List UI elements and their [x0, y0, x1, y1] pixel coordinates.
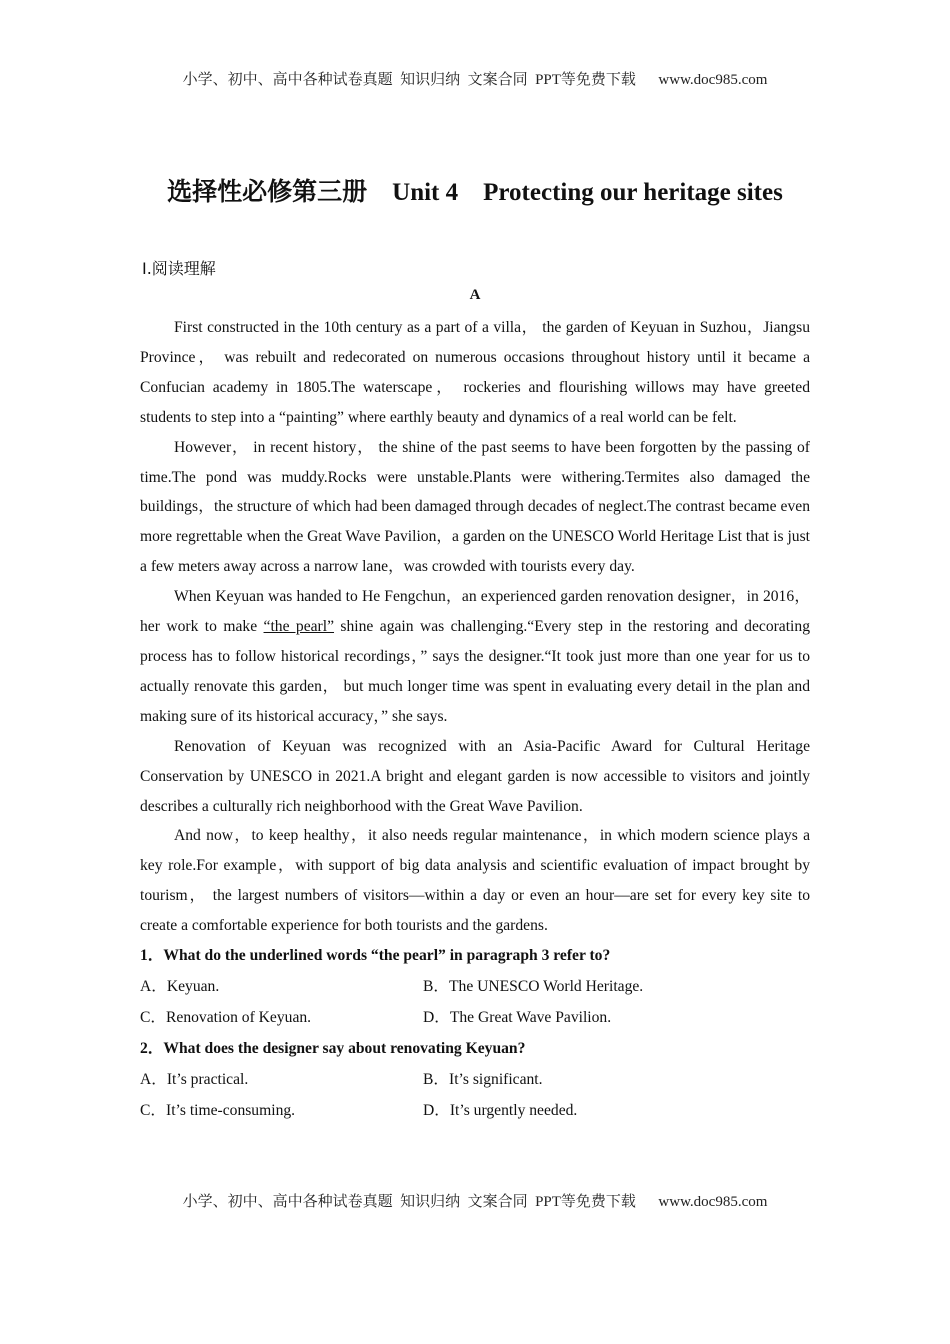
paragraph-3-start: When Keyuan was handed to He Fengchun，an experienced garden renovation designer，in 2016，her work to make [140, 588, 810, 636]
question-1-options-row-1 [140, 972, 810, 1002]
page-title: 选择性必修第三册 Unit 4 Protecting our heritage sites [167, 179, 783, 206]
paragraph-4: Renovation of Keyuan was recognized with an Asia-Pacific Award for Cultural Heritage Conservation by UNESCO in 2021.A bright and elegant garden is now accessible to visitors and jointly describes a culturally rich neighborhood with the Great Wave Pavilion. [140, 737, 810, 815]
option-c: C．Renovation of Keyuan. [140, 1008, 312, 1026]
section-heading: Ⅰ.阅读理解 [142, 259, 216, 278]
underlined-phrase: “the pearl” [263, 618, 335, 636]
page-header: 小学、初中、高中各种试卷真题 知识归纳 文案合同 PPT等免费下载 www.doc985.com [182, 72, 768, 88]
paragraph-3-end: shine again was challenging.“Every step in the restoring and decorating process has to follow historical recordings，” says the designer.“It took just more than one year for us to actually renovate this garden， but much longer time was spent in evaluating every detail in the plan and making sure of its historical accuracy，” she says. [140, 618, 810, 725]
paragraph-5: And now，to keep healthy，it also needs regular maintenance，in which modern science plays a key role.For example，with support of big data analysis and scientific evaluation of impact brought by tourism， the largest numbers of visitors—within a day or even an hour—are set for every key site to create a comfortable experience for both tourists and the gardens. [140, 827, 810, 935]
question-2-options-row-1 [140, 1065, 810, 1095]
question-1: 1．What do the underlined words “the pearl” in paragraph 3 refer to? [140, 947, 611, 965]
question-2: 2．What does the designer say about renovating Keyuan? [140, 1039, 526, 1057]
option-c: C．It’s time-consuming. [140, 1101, 296, 1119]
question-1-options-row-2 [140, 1003, 810, 1033]
page-footer: 小学、初中、高中各种试卷真题 知识归纳 文案合同 PPT等免费下载 www.doc985.com [182, 1194, 768, 1210]
option-d: D．It’s urgently needed. [423, 1101, 578, 1119]
option-b: B．It’s significant. [423, 1070, 543, 1088]
question-2-options-row-2 [140, 1096, 810, 1126]
option-a: A．It’s practical. [140, 1070, 249, 1088]
paragraph-1: First constructed in the 10th century as a part of a villa， the garden of Keyuan in Suzhou，Jiangsu Province， was rebuilt and redecorated on numerous occasions throughout history until it became a Confucian academy in 1805.The waterscape， rockeries and flourishing willows may have greeted students to step into a “painting” where earthly beauty and dynamics of a real world can be felt. [140, 319, 810, 426]
option-b: B．The UNESCO World Heritage. [423, 977, 644, 995]
option-a: A．Keyuan. [140, 977, 220, 995]
passage-label: A [469, 287, 481, 303]
option-d: D．The Great Wave Pavilion. [423, 1008, 612, 1026]
paragraph-2: However， in recent history， the shine of the past seems to have been forgotten by the passing of time.The pond was muddy.Rocks were unstable.Plants were withering.Termites also damaged the buildings，the structure of which had been damaged through decades of neglect.The contrast became even more regrettable when the Great Wave Pavilion，a garden on the UNESCO World Heritage List that is just a few meters away across a narrow lane，was crowded with tourists every day. [140, 438, 810, 576]
passage-body [140, 313, 810, 1126]
paragraph-3 [140, 582, 810, 732]
